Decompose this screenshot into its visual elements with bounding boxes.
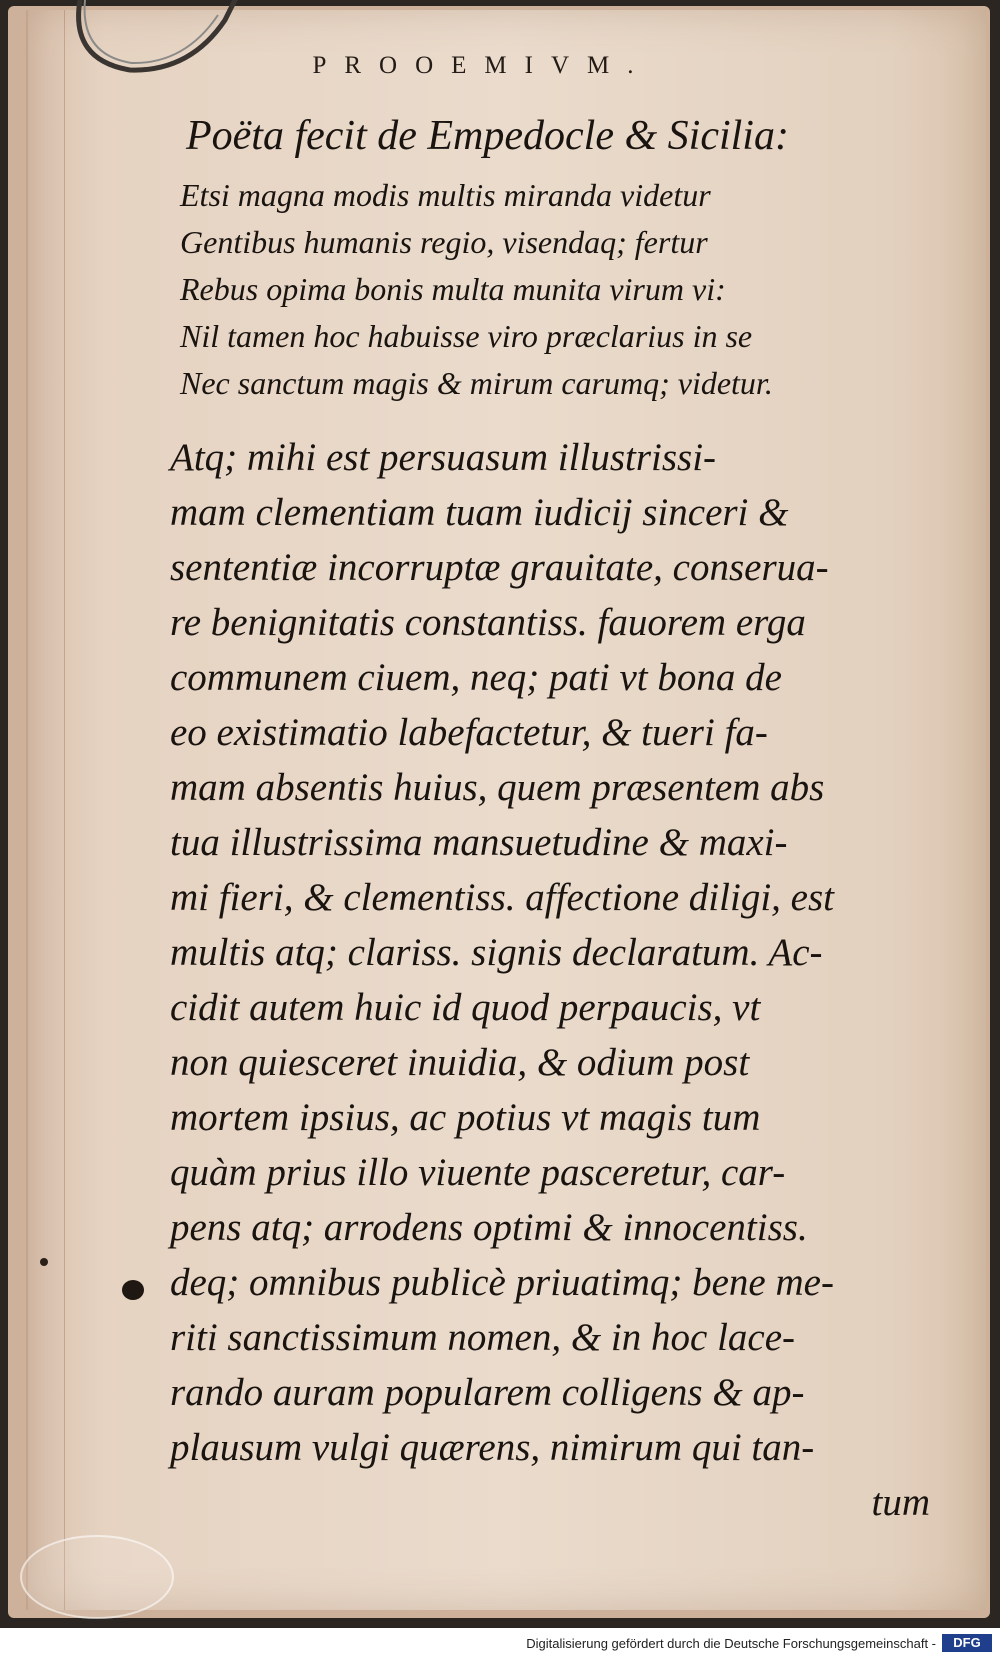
funding-credit: Digitalisierung gefördert durch die Deutsche Forschungsgemeinschaft -: [526, 1636, 936, 1651]
prose-line: pens atq; arrodens optimi & innocentiss.: [170, 1206, 808, 1249]
ink-blot: [122, 1280, 144, 1300]
prose-line: non quiesceret inuidia, & odium post: [170, 1041, 750, 1084]
prose-line: re benignitatis constantiss. fauorem erga: [170, 601, 806, 644]
prose-line: multis atq; clariss. signis declaratum. Ac-: [170, 931, 823, 974]
prose-line: plausum vulgi quærens, nimirum qui tan-: [170, 1426, 815, 1469]
library-stamp: [20, 1535, 174, 1619]
page-fold-line: [64, 10, 65, 1610]
verse-line: Etsi magna modis multis miranda videtur: [180, 177, 711, 213]
digitization-footer: [0, 1628, 1000, 1658]
prose-line: quàm prius illo viuente pasceretur, car-: [170, 1151, 786, 1194]
dfg-logo: DFG: [942, 1634, 992, 1652]
prose-line: eo existimatio labefactetur, & tueri fa-: [170, 711, 768, 754]
verse-line: Rebus opima bonis multa munita virum vi:: [180, 271, 726, 307]
verse-line: Nil tamen hoc habuisse viro præclarius in se: [180, 318, 753, 354]
prose-line: riti sanctissimum nomen, & in hoc lace-: [170, 1316, 796, 1359]
prose-line: mortem ipsius, ac potius vt magis tum: [170, 1096, 761, 1139]
prose-line: sententiæ incorruptæ grauitate, conserua-: [170, 546, 829, 589]
prose-line: communem ciuem, neq; pati vt bona de: [170, 656, 782, 699]
running-head: PROOEMIVM.: [312, 52, 652, 79]
prose-line: mam absentis huius, quem præsentem abs: [170, 766, 825, 809]
prose-line: Atq; mihi est persuasum illustrissi-: [170, 436, 717, 479]
verse-block: [180, 172, 773, 407]
prose-line: mi fieri, & clementiss. affectione diligi, est: [170, 876, 834, 919]
prose-line: rando auram popularem colligens & ap-: [170, 1371, 805, 1414]
verse-line: Nec sanctum magis & mirum carumq; videtur.: [180, 365, 773, 401]
ink-dot: [40, 1258, 48, 1266]
prose-line: deq; omnibus publicè priuatimq; bene me-: [170, 1261, 834, 1304]
prose-line: tua illustrissima mansuetudine & maxi-: [170, 821, 788, 864]
prose-block: [170, 430, 930, 1530]
catchword: tum: [871, 1481, 930, 1524]
prose-line: mam clementiam tuam iudicij sinceri &: [170, 491, 789, 534]
poem-heading: Poëta fecit de Empedocle & Sicilia:: [186, 113, 789, 159]
verse-line: Gentibus humanis regio, visendaq; fertur: [180, 224, 708, 260]
prose-line: cidit autem huic id quod perpaucis, vt: [170, 986, 761, 1029]
